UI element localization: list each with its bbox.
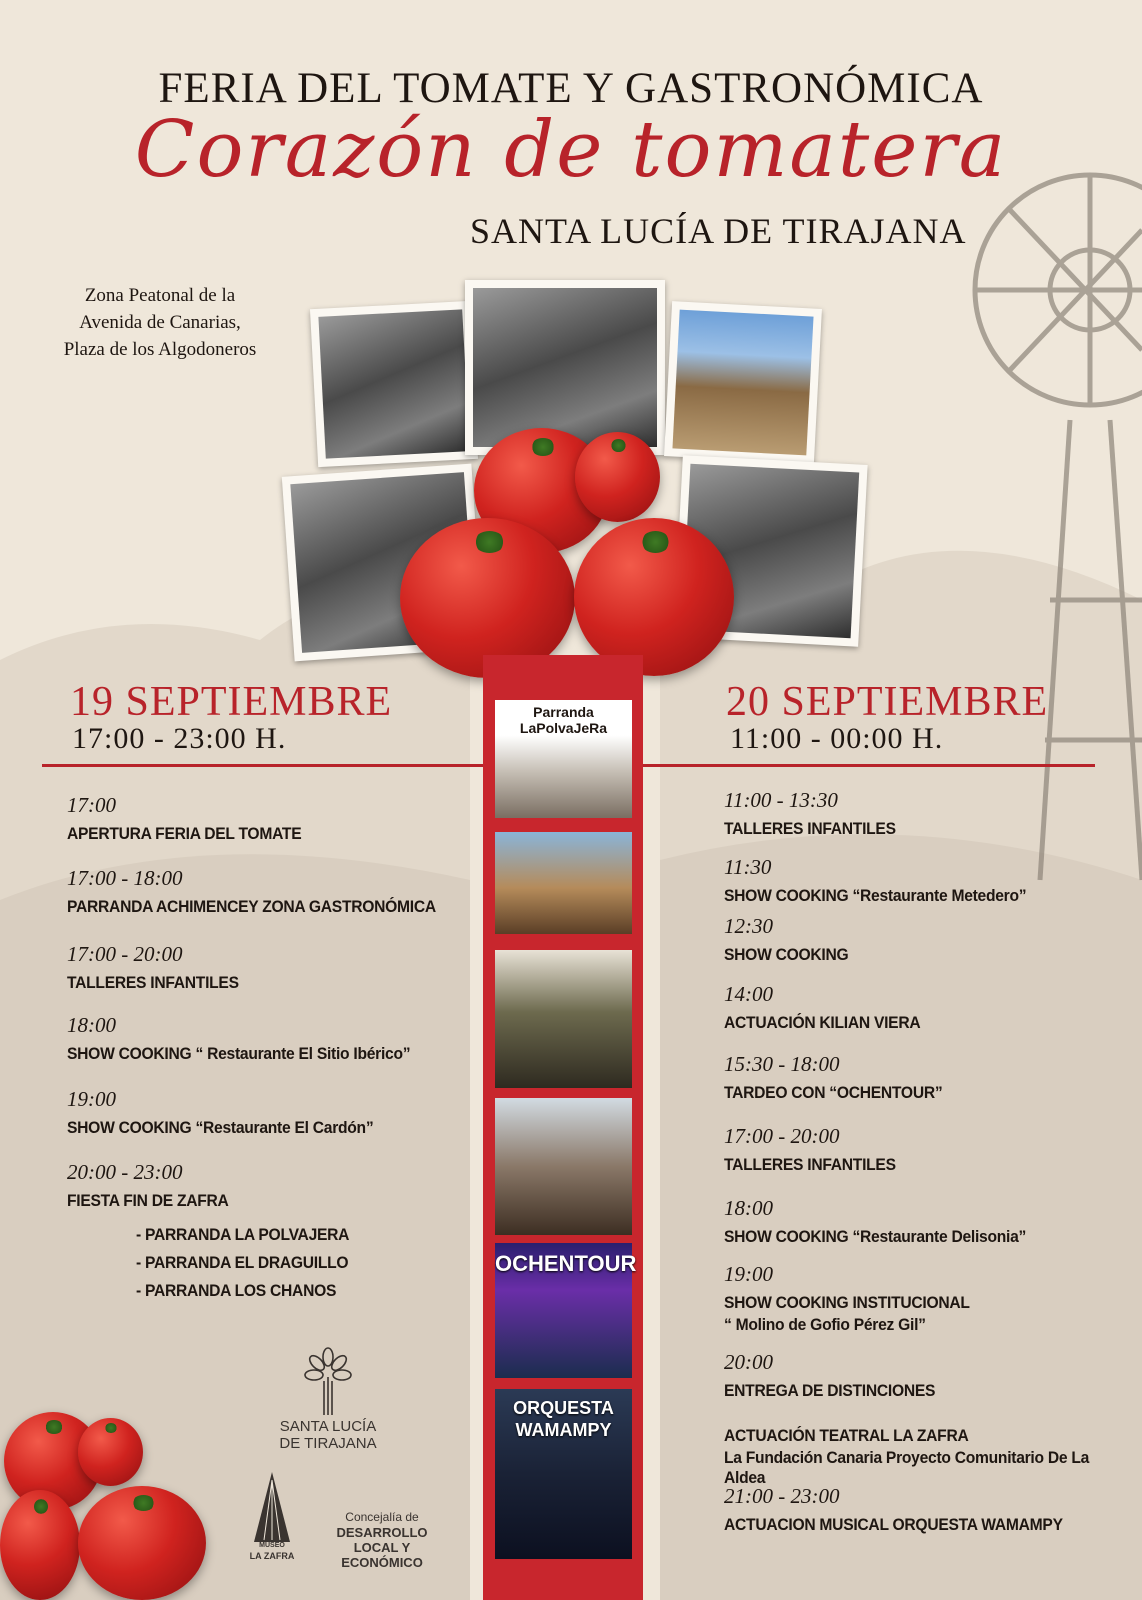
schedule-activity: ACTUACIÓN KILIAN VIERA [724,1013,921,1032]
schedule-activity: PARRANDA ACHIMENCEY ZONA GASTRONÓMICA [67,897,436,916]
performer-label: ORQUESTA WAMAMPY [513,1398,614,1440]
schedule-item [67,793,322,844]
performer-photo-ochentour [495,1243,637,1378]
schedule-activity: SHOW COOKING “Restaurante Metedero” [724,886,1027,905]
event-subtitle: SANTA LUCÍA DE TIRAJANA [470,211,967,251]
schedule-item [67,1087,400,1138]
logo-line: DE TIRAJANA [279,1435,377,1452]
schedule-item [724,982,937,1033]
schedule-time: 20:00 [724,1350,773,1374]
schedule-time: 14:00 [724,982,773,1006]
municipality-logo-text [268,1418,388,1452]
schedule-activity: APERTURA FERIA DEL TOMATE [67,824,302,843]
event-title: FERIA DEL TOMATE Y GASTRONÓMICA [158,65,984,112]
schedule-time: 19:00 [67,1087,116,1111]
schedule-sub-item [136,1225,368,1245]
schedule-activity: FIESTA FIN DE ZAFRA [67,1191,229,1210]
schedule-time: 18:00 [724,1196,773,1220]
performer-photo-kilian [495,1098,632,1235]
tomato-image [574,518,734,676]
schedule-activity: SHOW COOKING “Restaurante Delisonia” [724,1227,1027,1246]
performer-photo-wamampy [495,1389,632,1559]
schedule-item [67,942,254,993]
schedule-time: 11:30 [724,855,772,879]
schedule-item [724,788,911,839]
schedule-activity: TALLERES INFANTILES [724,819,896,838]
tomato-image [78,1486,206,1600]
schedule-activity: TARDEO CON “OCHENTOUR” [724,1083,943,1102]
schedule-time: 19:00 [724,1262,773,1286]
schedule-activity: SHOW COOKING “Restaurante El Cardón” [67,1118,374,1137]
schedule-activity: SHOW COOKING [724,945,849,964]
logo-line: MUSEO [259,1542,285,1549]
venue-line: Zona Peatonal de la [84,285,236,306]
schedule-item [724,1196,1052,1247]
schedule-item [724,855,1053,906]
schedule-activity: - PARRANDA EL DRAGUILLO [136,1253,349,1272]
tomato-image [78,1418,143,1486]
venue-line: Avenida de Canarias, [79,312,241,333]
schedule-time: 12:30 [724,914,773,938]
schedule-activity: TALLERES INFANTILES [724,1155,896,1174]
zafra-logo-text [242,1540,302,1562]
schedule-time: 15:30 - 18:00 [724,1052,840,1076]
performer-label: OCHENTOUR [495,1251,637,1276]
logo-line: LA ZAFRA [249,1551,295,1561]
schedule-item [724,1124,911,1175]
schedule-sub-item [136,1253,367,1273]
schedule-activity: La Fundación Canaria Proyecto Comunitario De La Aldea [724,1448,1090,1487]
logo-line: ECONÓMICO [341,1555,423,1570]
tomato-image [400,518,575,678]
schedule-time: 20:00 - 23:00 [67,1160,183,1184]
concejalia-logo-text [322,1510,442,1570]
schedule-item [724,1350,954,1401]
performer-label: Parranda LaPolvaJeRa [519,704,608,736]
schedule-activity: SHOW COOKING INSTITUCIONAL [724,1293,970,1312]
day2-divider [643,764,1095,767]
schedule-activity: - PARRANDA LA POLVAJERA [136,1225,350,1244]
day1-date: 19 SEPTIEMBRE [70,679,393,725]
schedule-time: 17:00 [67,793,116,817]
historic-photo [465,280,665,455]
event-script-title: Corazón de tomatera [134,105,1008,195]
schedule-sub-item [136,1281,354,1301]
tomato-image [0,1490,80,1600]
schedule-activity: SHOW COOKING “ Restaurante El Sitio Ibérico” [67,1044,411,1063]
schedule-time: 17:00 - 20:00 [724,1124,840,1148]
schedule-item [67,1013,440,1064]
schedule-activity: - PARRANDA LOS CHANOS [136,1281,337,1300]
schedule-time: 18:00 [67,1013,116,1037]
tomato-image [575,432,660,522]
day1-hours: 17:00 - 23:00 H. [72,722,287,755]
logo-line: LOCAL Y [353,1540,411,1555]
historic-photo [664,301,822,464]
logo-line: SANTA LUCÍA [279,1418,377,1435]
historic-photo [310,301,478,467]
schedule-item [724,1262,991,1335]
logo-line: Concejalía de [345,1510,419,1524]
schedule-activity: TALLERES INFANTILES [67,973,239,992]
performer-photo-parranda [495,950,632,1088]
performer-photo-polvajera [495,700,632,818]
schedule-activity: ACTUACIÓN TEATRAL LA ZAFRA [724,1426,969,1445]
schedule-activity: ACTUACION MUSICAL ORQUESTA WAMAMPY [724,1515,1063,1534]
schedule-time: 17:00 - 18:00 [67,866,183,890]
schedule-activity: “ Molino de Gofio Pérez Gil” [724,1315,926,1334]
schedule-time: 11:00 - 13:30 [724,788,838,812]
day2-hours: 11:00 - 00:00 H. [730,722,944,755]
venue-line: Plaza de los Algodoneros [63,339,257,360]
schedule-item [724,1426,1142,1488]
day2-date: 20 SEPTIEMBRE [726,679,1049,725]
day1-divider [42,764,483,767]
flower-logo-icon [303,1347,353,1417]
schedule-time: 17:00 - 20:00 [67,942,183,966]
schedule-time: 21:00 - 23:00 [724,1484,840,1508]
venue-address [40,282,280,363]
performer-photo-group [495,832,632,934]
zafra-logo-icon [250,1470,295,1545]
schedule-item [67,1160,243,1211]
schedule-item [724,1052,961,1103]
logo-line: DESARROLLO [336,1525,428,1540]
schedule-activity: ENTREGA DE DISTINCIONES [724,1381,936,1400]
schedule-item [67,866,468,917]
schedule-item [724,1484,1092,1535]
schedule-item [724,914,859,965]
